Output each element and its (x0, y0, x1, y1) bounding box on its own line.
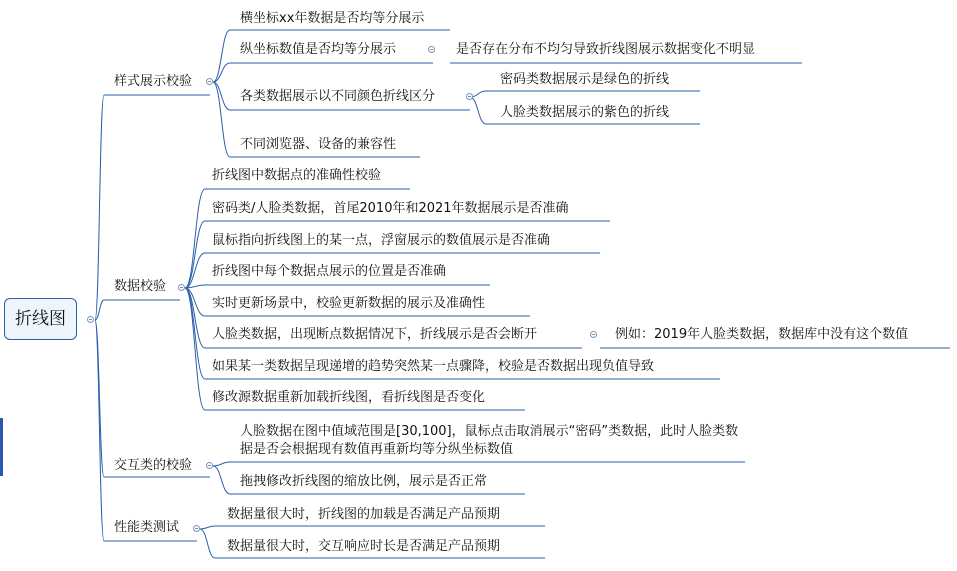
leaf-load-performance[interactable]: 数据量很大时，折线图的加载是否满足产品预期 (227, 507, 501, 522)
leaf-point-accuracy[interactable]: 折线图中数据点的准确性校验 (212, 168, 382, 183)
leaf-break-example[interactable]: 例如：2019年人脸类数据，数据库中没有这个数值 (615, 327, 909, 342)
branch-performance-test[interactable]: 性能类测试 (114, 520, 180, 535)
leaf-password-green[interactable]: 密码类数据展示是绿色的折线 (500, 72, 670, 87)
collapse-icon[interactable] (206, 78, 213, 85)
connector (213, 466, 230, 494)
leaf-response-time[interactable]: 数据量很大时，交互响应时长是否满足产品预期 (227, 539, 501, 554)
root-node-label: 折线图 (15, 309, 66, 329)
leaf-y-axis-even[interactable]: 纵坐标数值是否均等分展示 (240, 42, 397, 57)
connector (213, 462, 230, 466)
branch-data-check[interactable]: 数据校验 (114, 279, 167, 294)
connector (185, 253, 205, 288)
leaf-color-distinct[interactable]: 各类数据展示以不同颜色折线区分 (240, 89, 436, 104)
leaf-uneven-distribution[interactable]: 是否存在分布不均匀导致折线图展示数据变化不明显 (456, 42, 756, 57)
leaf-point-position[interactable]: 折线图中每个数据点展示的位置是否准确 (212, 264, 447, 279)
connector (213, 82, 230, 110)
leaf-range-toggle[interactable]: 人脸数据在图中值域范围是[30,100]，鼠标点击取消展示“密码”类数据，此时人脸类数据是否会根据现有数值再重新均等分纵坐标数值 (240, 424, 739, 457)
leaf-face-purple[interactable]: 人脸类数据展示的紫色的折线 (500, 105, 670, 120)
collapse-icon[interactable] (466, 93, 473, 100)
collapse-icon[interactable] (206, 462, 213, 469)
connector (213, 82, 230, 157)
leaf-realtime-update[interactable]: 实时更新场景中，校验更新数据的展示及准确性 (212, 296, 486, 311)
leaf-compatibility[interactable]: 不同浏览器、设备的兼容性 (240, 137, 397, 152)
side-panel-tab[interactable] (0, 418, 3, 476)
leaf-drag-zoom[interactable]: 拖拽修改折线图的缩放比例，展示是否正常 (240, 474, 488, 489)
branch-interaction-check[interactable]: 交互类的校验 (114, 458, 193, 473)
connector (470, 97, 486, 124)
connector (185, 288, 205, 410)
leaf-hover-tooltip[interactable]: 鼠标指向折线图上的某一点，浮窗展示的数值展示是否准确 (212, 233, 551, 248)
connector (95, 95, 104, 320)
connector (185, 189, 205, 288)
collapse-icon[interactable] (428, 46, 435, 53)
branch-style-check[interactable]: 样式展示校验 (114, 74, 193, 89)
leaf-x-axis-even[interactable]: 横坐标xx年数据是否均等分展示 (240, 11, 425, 26)
leaf-break-point[interactable]: 人脸类数据，出现断点数据情况下，折线展示是否会断开 (212, 327, 538, 342)
leaf-reload-source[interactable]: 修改源数据重新加载折线图，看折线图是否变化 (212, 390, 486, 405)
connector (95, 320, 104, 541)
collapse-icon[interactable] (87, 316, 94, 323)
connector (213, 63, 230, 82)
collapse-icon[interactable] (590, 331, 597, 338)
leaf-sudden-drop[interactable]: 如果某一类数据呈现递增的趋势突然某一点骤降，校验是否数据出现负值导致 (212, 359, 655, 374)
collapse-icon[interactable] (178, 284, 185, 291)
connector (200, 529, 215, 558)
connector (213, 30, 230, 82)
connector (200, 526, 215, 529)
connector (185, 288, 205, 348)
leaf-head-tail-years[interactable]: 密码类/人脸类数据，首尾2010年和2021年数据展示是否准确 (212, 201, 569, 216)
collapse-icon[interactable] (193, 525, 200, 532)
